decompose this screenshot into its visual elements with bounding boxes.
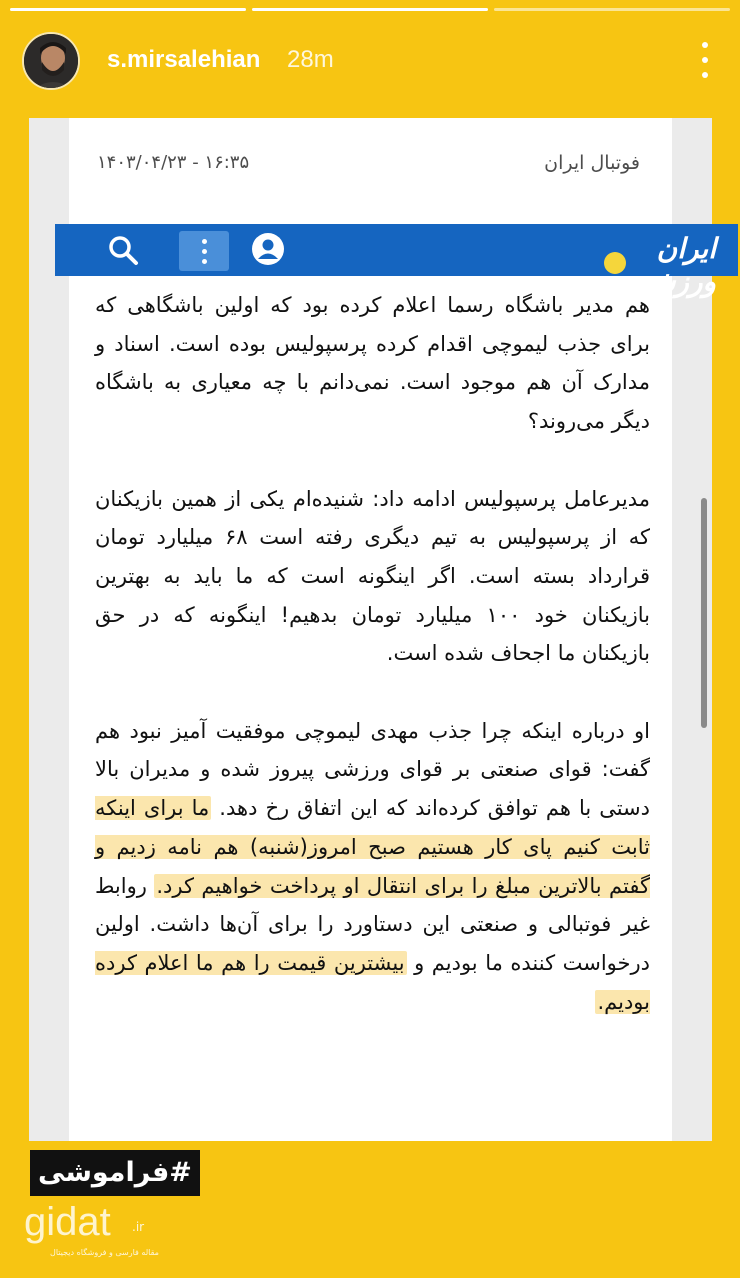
paragraph-2: مدیرعامل پرسپولیس ادامه داد: شنیده‌ام یکی از همین بازیکنان که از پرسپولیس به تیم دیگری رفته است ۶۸ میلیارد تومان قرارداد بسته است. اگر اینگونه است که ما باید به بهترین بازیکنان خود ۱۰۰ میلیارد تومان بدهیم! اینگونه که در حق بازیکنان ما اجحاف شده است. bbox=[95, 486, 650, 666]
menu-icon[interactable] bbox=[179, 231, 229, 271]
story-progress-segment bbox=[10, 8, 246, 11]
paragraph-3-text: روابط غیر فوتبالی و صنعتی این دستاورد را برای آن‌ها داشت. اولین درخواست کننده ما بودیم و bbox=[95, 873, 650, 975]
story-progress-segment-active bbox=[252, 8, 488, 11]
story-progress-segment bbox=[494, 8, 730, 11]
watermark bbox=[14, 1200, 164, 1264]
hashtag-sticker[interactable]: #فراموشی bbox=[30, 1150, 200, 1196]
article-date: ۱۴۰۳/۰۴/۲۳ - ۱۶:۳۵ bbox=[97, 152, 250, 173]
username[interactable]: s.mirsalehian bbox=[107, 46, 261, 73]
user-icon[interactable] bbox=[251, 232, 285, 266]
paragraph-1: هم مدیر باشگاه رسما اعلام کرده بود که اولین باشگاهی که برای جذب لیموچی اقدام کرده پرسپولیس بوده است. اسناد و مدارک آن هم موجود است. نمی‌دانم با چه معیاری به باشگاه دیگر می‌روند؟ bbox=[95, 293, 650, 434]
article-body bbox=[95, 286, 650, 1060]
logo-text: ایران ورزشی bbox=[628, 232, 716, 298]
search-icon[interactable] bbox=[107, 234, 139, 266]
avatar-image bbox=[24, 34, 80, 90]
scrollbar[interactable] bbox=[701, 498, 707, 728]
watermark-tld: .ir bbox=[132, 1220, 145, 1234]
paragraph-3-text: او درباره اینکه چرا جذب مهدی لیموچی موفقیت آمیز نبود هم گفت: قوای صنعتی بر قوای ورزشی پیروز شده و مدیران بالا دستی با هم توافق کرده‌اند که این اتفاق رخ دهد. bbox=[95, 718, 650, 821]
avatar[interactable] bbox=[22, 32, 80, 90]
post-time: 28m bbox=[287, 46, 334, 73]
site-logo[interactable] bbox=[604, 228, 724, 298]
screenshot-card bbox=[29, 118, 716, 1141]
highlighted-text: بیشترین قیمت را هم ما اعلام کرده بودیم. bbox=[95, 950, 650, 1014]
article-page bbox=[69, 118, 716, 1141]
watermark-brand: gidat bbox=[24, 1200, 111, 1244]
story-progress bbox=[10, 8, 730, 11]
site-navbar bbox=[55, 224, 738, 298]
story-header bbox=[22, 32, 718, 90]
paragraph-3 bbox=[95, 712, 650, 1022]
highlighted-text: ما برای اینکه ثابت کنیم پای کار هستیم صبح امروز(شنبه) هم نامه زدیم و گفتم بالاترین مبلغ را برای انتقال او پرداخت خواهیم کرد. bbox=[95, 796, 650, 898]
watermark-tagline: مقاله فارسی و فروشگاه دیجیتال bbox=[50, 1248, 159, 1257]
article-category: فوتبال ایران bbox=[544, 152, 640, 174]
more-options-icon[interactable] bbox=[698, 42, 712, 78]
